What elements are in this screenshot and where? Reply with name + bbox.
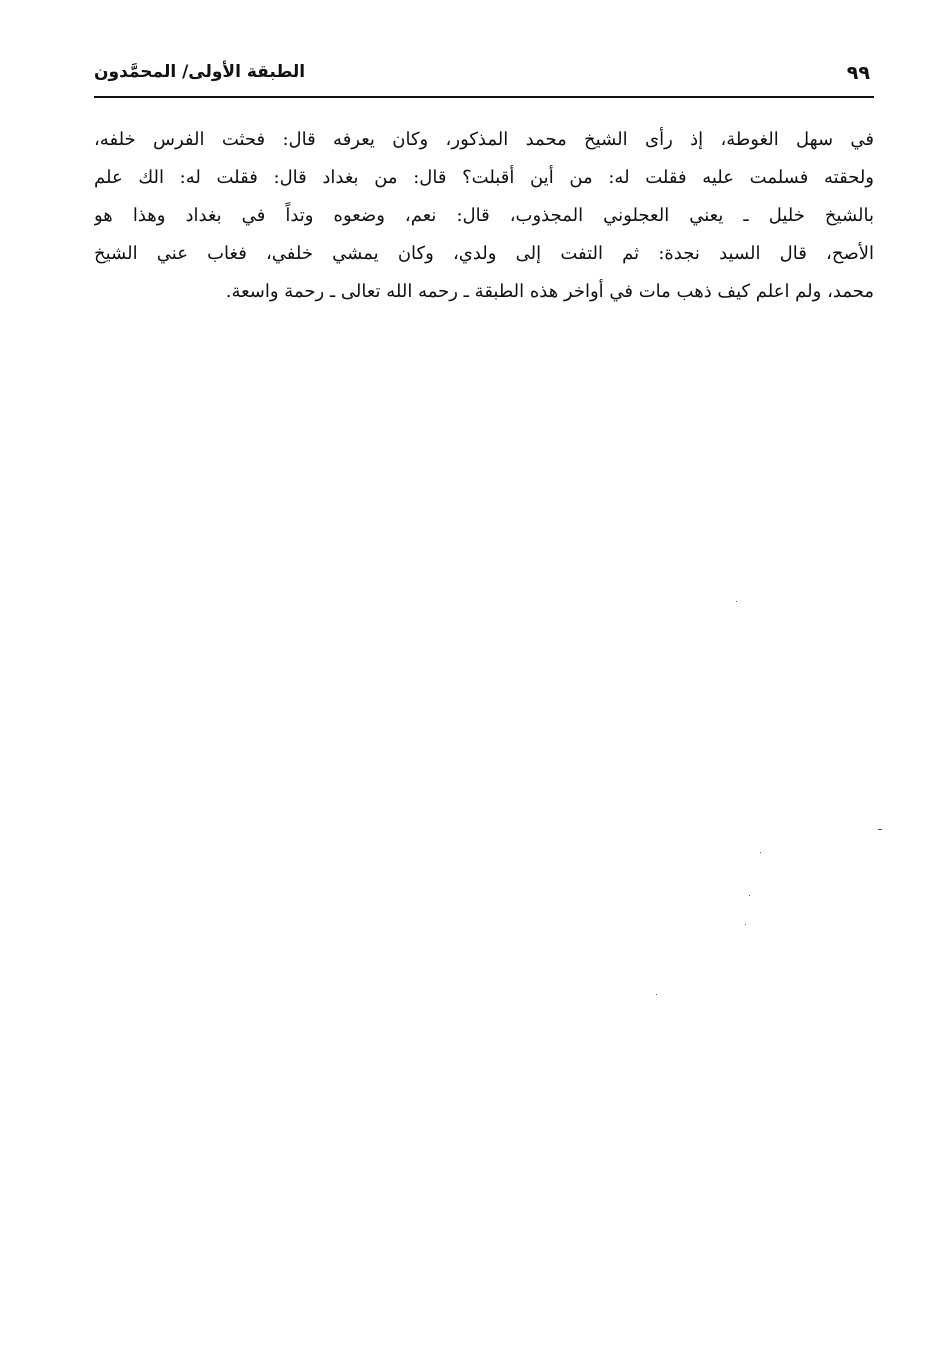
body-paragraph <box>94 121 874 311</box>
scan-speck <box>749 895 750 896</box>
text-line: بالشيخ خليل ـ يعني العجلوني المجذوب، قال: نعم، وضعوه وتداً في بغداد وهذا هو <box>94 205 874 226</box>
scan-speck <box>760 852 761 853</box>
text-line: في سهل الغوطة، إذ رأى الشيخ محمد المذكور، وكان يعرفه قال: فحثت الفرس خلفه، <box>94 129 874 150</box>
header-divider <box>94 96 874 98</box>
text-line: ولحقته فسلمت عليه فقلت له: من أين أقبلت؟ قال: من بغداد قال: فقلت له: الك علم <box>94 167 874 188</box>
scan-speck <box>745 924 746 925</box>
scan-speck <box>736 601 737 602</box>
scan-speck <box>656 994 657 995</box>
page-header <box>94 60 874 94</box>
running-title: الطبقة الأولى/ المحمَّدون <box>94 62 306 82</box>
text-line: محمد، ولم اعلم كيف ذهب مات في أواخر هذه الطبقة ـ رحمه الله تعالى ـ رحمة واسعة. <box>225 281 874 302</box>
page-number: ٩٩ <box>846 62 870 84</box>
scan-speck <box>878 829 882 830</box>
text-line: الأصح، قال السيد نجدة: ثم التفت إلى ولدي، وكان يمشي خلفي، فغاب عني الشيخ <box>94 243 874 264</box>
